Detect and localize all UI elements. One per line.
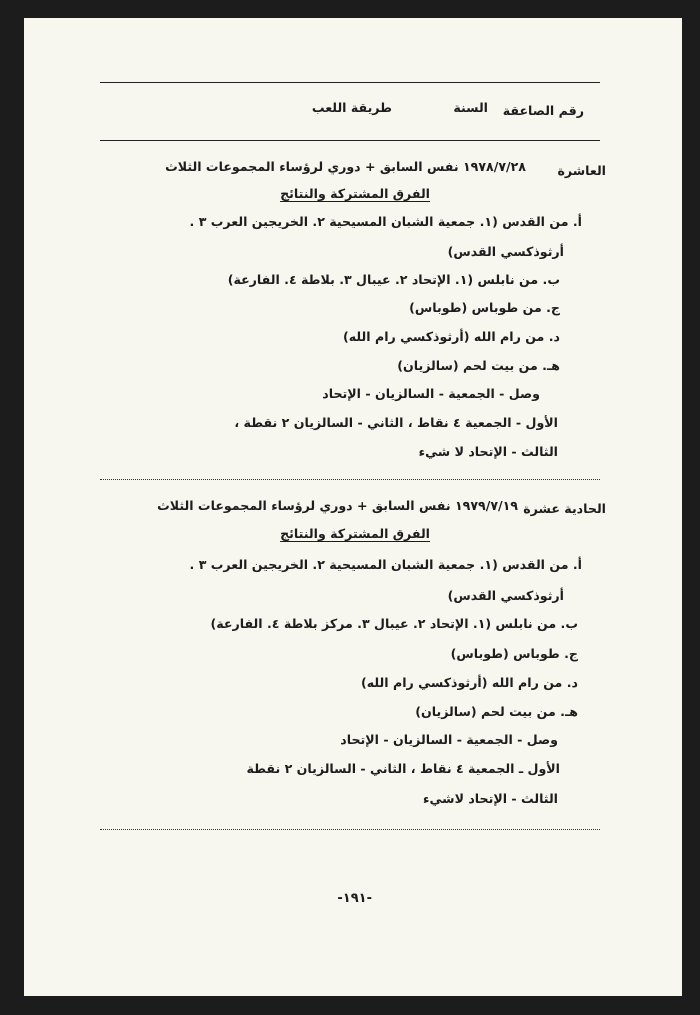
list-item: أ. من القدس (١. جمعية الشبان المسيحية ٢. الخريجين العرب ٣ . bbox=[189, 214, 582, 229]
list-item: أ. من القدس (١. جمعية الشبان المسيحية ٢. الخريجين العرب ٣ . bbox=[189, 557, 582, 572]
result-summary: وصل - الجمعية - السالزيان - الإتحاد bbox=[340, 732, 558, 747]
section-date-line: ١٩٧٨/٧/٢٨ نفس السابق + دوري لرؤساء المجموعات الثلاث bbox=[165, 159, 526, 174]
header-top-rule bbox=[100, 82, 600, 83]
result-summary: وصل - الجمعية - السالزيان - الإتحاد bbox=[322, 386, 540, 401]
page-number: -١٩١- bbox=[337, 891, 372, 906]
list-item: ب. من نابلس (١. الإتحاد ٢. عيبال ٣. بلاطة ٤. الفارعة) bbox=[227, 272, 560, 287]
list-item: د. من رام الله (أرثوذكسي رام الله) bbox=[343, 329, 560, 344]
header-method-label: طريقة اللعب bbox=[311, 100, 392, 115]
result-third: الثالث - الإتحاد لاشيء bbox=[423, 791, 558, 806]
header-bottom-rule bbox=[100, 140, 600, 141]
list-item: أرثوذكسي القدس) bbox=[447, 588, 564, 603]
result-third: الثالث - الإتحاد لا شيء bbox=[418, 444, 558, 459]
section-round: الحادية عشرة bbox=[523, 501, 606, 516]
section-date-line: ١٩٧٩/٧/١٩ نفس السابق + دوري لرؤساء المجموعات الثلاث bbox=[157, 498, 518, 513]
section-round: العاشرة bbox=[557, 163, 606, 178]
list-item: أرثوذكسي القدس) bbox=[447, 244, 564, 259]
section-divider bbox=[100, 829, 600, 830]
result-ranking: الأول ـ الجمعية ٤ نقاط ، الثاني - السالزيان ٢ نقطة bbox=[246, 761, 560, 776]
header-round-label: رقم الصاعقة bbox=[502, 103, 584, 118]
list-item: د. من رام الله (أرثوذكسي رام الله) bbox=[361, 675, 578, 690]
list-item: ج. من طوباس (طوباس) bbox=[409, 300, 560, 315]
list-item: ج. طوباس (طوباس) bbox=[450, 646, 578, 661]
section-divider bbox=[100, 479, 600, 480]
result-ranking: الأول - الجمعية ٤ نقاط ، الثاني - السالزيان ٢ نقطة ، bbox=[234, 415, 558, 430]
header-year-label: السنة bbox=[453, 100, 488, 115]
list-item: هـ. من بيت لحم (سالزيان) bbox=[397, 358, 560, 373]
section-subtitle: الفرق المشتركة والنتائج bbox=[280, 526, 430, 541]
list-item: هـ. من بيت لحم (سالزيان) bbox=[415, 704, 578, 719]
section-subtitle: الفرق المشتركة والنتائج bbox=[280, 186, 430, 201]
list-item: ب. من نابلس (١. الإتحاد ٢. عيبال ٣. مركز بلاطة ٤. الفارعة) bbox=[210, 616, 578, 631]
